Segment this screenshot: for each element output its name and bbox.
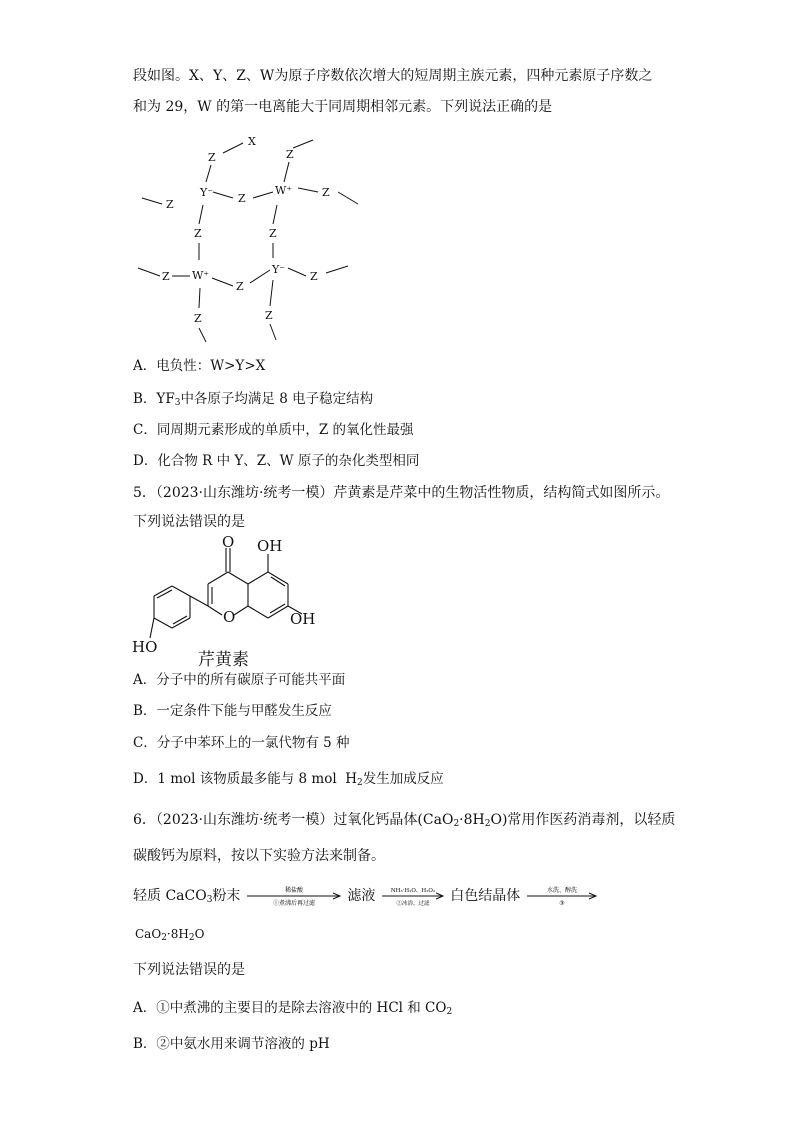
preparation-flow: [133, 884, 599, 908]
atom-w-plus-1: W⁺: [275, 184, 293, 197]
flow-arrow-3: [525, 884, 599, 908]
atom-z-11: Z: [194, 312, 202, 325]
q5-option-d: D．1 mol 该物质最多能与 8 mol $H_2$发生加成反应: [133, 771, 444, 788]
arrow2-condition: ②冰浴、过滤: [396, 901, 430, 907]
atom-w-plus-2: W⁺: [192, 269, 210, 282]
q4-option-b: B．$YF_3$中各原子均满足 8 电子稳定结构: [133, 391, 374, 408]
atom-o-ring: O: [223, 608, 236, 626]
q4-option-d: D．化合物 R 中 Y、Z、W 原子的杂化类型相同: [133, 453, 420, 469]
atom-z-8: Z: [162, 270, 170, 283]
atom-z-12: Z: [265, 309, 273, 322]
atom-x: X: [248, 135, 256, 148]
atom-z-9: Z: [236, 280, 244, 293]
flow-arrow-1: [245, 884, 343, 908]
atom-z-3: Z: [166, 198, 174, 211]
q4-option-a: A．电负性：W>Y>X: [133, 358, 266, 374]
atom-z-5: Z: [322, 186, 330, 199]
atom-z-7: Z: [269, 227, 277, 240]
flow-product: $CaO_2\cdot 8H_2O$: [135, 927, 205, 943]
atom-y-minus-2: Y⁻: [272, 263, 286, 276]
q5-option-b: B．一定条件下能与甲醛发生反应: [133, 703, 332, 719]
arrow3-step: ③: [559, 900, 565, 907]
atom-z-2: Z: [286, 148, 294, 161]
atom-o-carbonyl: O: [222, 534, 235, 551]
q6-stem-line-1: 6．（2023·山东潍坊·统考一模）过氧化钙晶体$(CaO_2\cdot 8H_2O)$常用作医药消毒剂，以轻质: [133, 812, 676, 829]
anion-structure-diagram: [130, 128, 380, 348]
q6-option-a: A．①中煮沸的主要目的是除去溶液中的 HCl 和 $CO_2$: [133, 1000, 453, 1017]
arrow1-reagent: 稀盐酸: [284, 887, 303, 894]
arrow2-reagent: NH₃·H₂O、H₂O₂: [390, 888, 435, 894]
flow-filtrate: 滤液: [347, 888, 376, 904]
arrow1-condition: ①煮沸后再过滤: [272, 900, 315, 907]
q5-stem-line-1: 5．（2023·山东潍坊·统考一模）芹黄素是芹菜中的生物活性物质，结构简式如图所示。: [133, 485, 670, 501]
atom-z-4: Z: [238, 192, 246, 205]
atom-oh-top: OH: [257, 537, 283, 555]
atom-ho-left: HO: [132, 638, 158, 656]
intro-line-1: 段如图。X、Y、Z、W为原子序数依次增大的短周期主族元素，四种元素原子序数之: [133, 68, 653, 84]
q5-option-a: A．分子中的所有碳原子可能共平面: [133, 672, 346, 688]
q6-stem-line-3: 下列说法错误的是: [133, 962, 245, 978]
structure-name: 芹黄素: [198, 650, 249, 670]
q6-stem-line-2: 碳酸钙为原料，按以下实验方法来制备。: [133, 848, 385, 864]
q5-option-c: C．分子中苯环上的一氯代物有 5 种: [133, 735, 350, 751]
atom-z-1: Z: [208, 151, 216, 164]
flow-arrow-2: [380, 884, 446, 908]
intro-line-2: 和为 29，W 的第一电离能大于同周期相邻元素。下列说法正确的是: [133, 99, 553, 115]
flow-crystal: 白色结晶体: [450, 888, 521, 904]
atom-z-10: Z: [310, 270, 318, 283]
q6-option-b: B．②中氨水用来调节溶液的 pH: [133, 1036, 330, 1052]
atom-z-6: Z: [194, 227, 202, 240]
atom-y-minus-1: Y⁻: [200, 186, 214, 199]
flow-start: 轻质 CaCO$_3$粉末: [133, 888, 241, 905]
arrow3-reagent: 水洗、醇洗: [546, 887, 577, 894]
q5-stem-line-2: 下列说法错误的是: [133, 514, 245, 530]
q4-option-c: C．同周期元素形成的单质中，Z 的氧化性最强: [133, 422, 414, 438]
atom-oh-right: OH: [290, 610, 316, 628]
